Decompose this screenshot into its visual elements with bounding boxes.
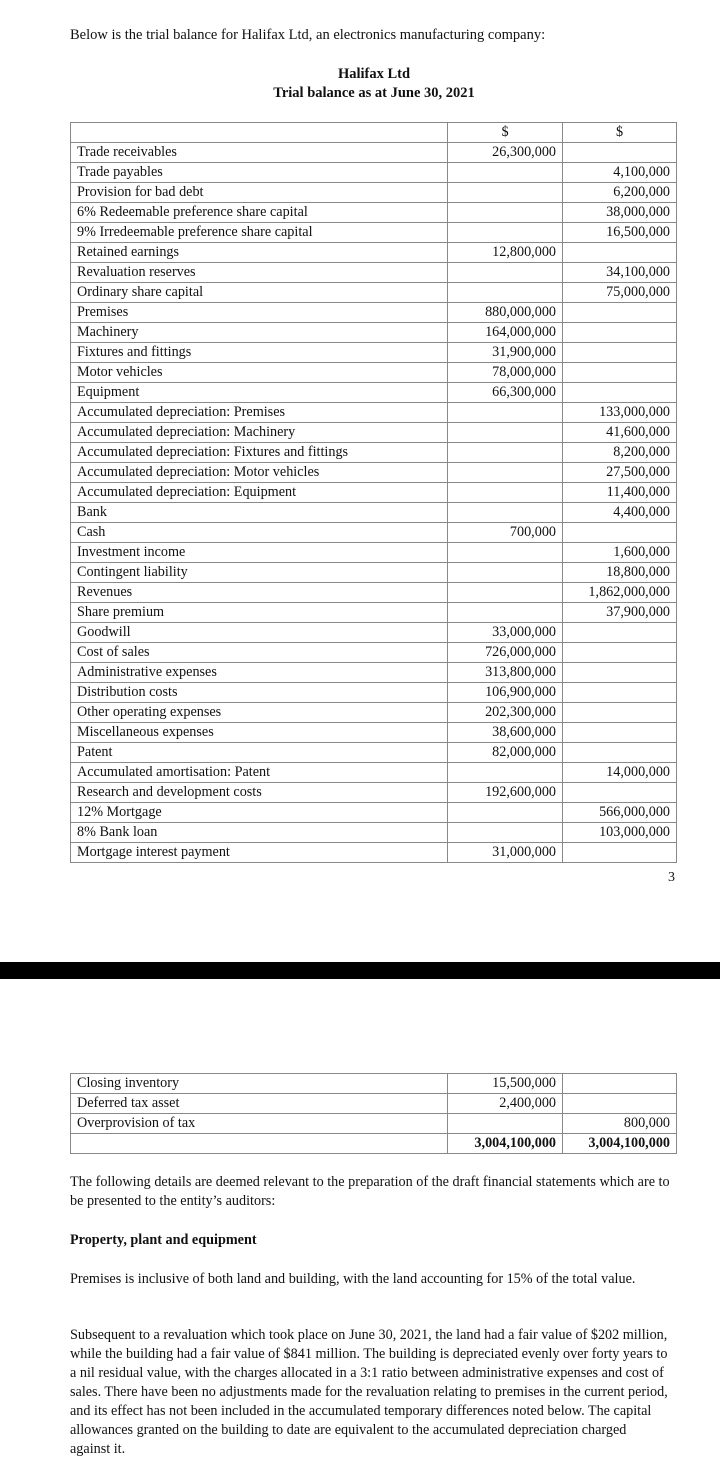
- credit-cell: 14,000,000: [563, 763, 677, 783]
- credit-cell: [563, 663, 677, 683]
- row-label: Equipment: [71, 383, 448, 403]
- credit-cell: 3,004,100,000: [563, 1134, 677, 1154]
- credit-cell: 6,200,000: [563, 183, 677, 203]
- credit-cell: [563, 783, 677, 803]
- row-label: Mortgage interest payment: [71, 843, 448, 863]
- totals-row: [71, 1134, 677, 1154]
- debit-cell: [448, 263, 563, 283]
- credit-cell: 27,500,000: [563, 463, 677, 483]
- table-row: [71, 543, 677, 563]
- table-row: [71, 663, 677, 683]
- row-label: Research and development costs: [71, 783, 448, 803]
- table-row: [71, 223, 677, 243]
- credit-cell: [563, 843, 677, 863]
- debit-cell: [448, 583, 563, 603]
- credit-cell: [563, 743, 677, 763]
- row-label: Accumulated amortisation: Patent: [71, 763, 448, 783]
- debit-cell: [448, 423, 563, 443]
- debit-cell: [448, 823, 563, 843]
- table-row: [71, 1114, 677, 1134]
- debit-cell: 31,000,000: [448, 843, 563, 863]
- table-row: [71, 803, 677, 823]
- table-row: [71, 523, 677, 543]
- credit-cell: [563, 243, 677, 263]
- page-divider: [0, 962, 720, 979]
- debit-cell: [448, 463, 563, 483]
- debit-cell: [448, 1114, 563, 1134]
- row-label: Goodwill: [71, 623, 448, 643]
- credit-cell: [563, 623, 677, 643]
- credit-cell: 1,862,000,000: [563, 583, 677, 603]
- row-label: Closing inventory: [71, 1074, 448, 1094]
- credit-cell: [563, 343, 677, 363]
- debit-cell: 880,000,000: [448, 303, 563, 323]
- row-label: Distribution costs: [71, 683, 448, 703]
- row-label: Retained earnings: [71, 243, 448, 263]
- table-row: [71, 323, 677, 343]
- credit-cell: 34,100,000: [563, 263, 677, 283]
- credit-cell: 103,000,000: [563, 823, 677, 843]
- row-label: Patent: [71, 743, 448, 763]
- table-row: [71, 483, 677, 503]
- table-row: [71, 243, 677, 263]
- trial-balance-subtitle: Trial balance as at June 30, 2021: [273, 85, 475, 101]
- debit-cell: [448, 803, 563, 823]
- credit-cell: [563, 683, 677, 703]
- table-row: [71, 843, 677, 863]
- header-cell-credit: $: [563, 123, 677, 143]
- table-row: [71, 143, 677, 163]
- credit-cell: 16,500,000: [563, 223, 677, 243]
- table-row: [71, 423, 677, 443]
- row-label: Ordinary share capital: [71, 283, 448, 303]
- table-row: [71, 763, 677, 783]
- trial-balance-table: [70, 122, 677, 863]
- row-label: Fixtures and fittings: [71, 343, 448, 363]
- table-row: [71, 403, 677, 423]
- row-label: Accumulated depreciation: Machinery: [71, 423, 448, 443]
- header-cell: [71, 123, 448, 143]
- debit-cell: [448, 163, 563, 183]
- debit-cell: [448, 183, 563, 203]
- row-label: 9% Irredeemable preference share capital: [71, 223, 448, 243]
- credit-cell: [563, 703, 677, 723]
- page-number: 3: [668, 870, 675, 885]
- row-label: Accumulated depreciation: Equipment: [71, 483, 448, 503]
- details-intro-paragraph: The following details are deemed relevant to the preparation of the draft financial statements which are to be presented to the entity’s auditors:: [70, 1174, 670, 1209]
- table-row: [71, 183, 677, 203]
- table-header-row: [71, 123, 677, 143]
- debit-cell: [448, 483, 563, 503]
- row-label: 12% Mortgage: [71, 803, 448, 823]
- debit-cell: 78,000,000: [448, 363, 563, 383]
- table-row: [71, 723, 677, 743]
- credit-cell: 37,900,000: [563, 603, 677, 623]
- row-label: Bank: [71, 503, 448, 523]
- row-label: Cash: [71, 523, 448, 543]
- table-row: [71, 363, 677, 383]
- row-label: Revenues: [71, 583, 448, 603]
- premises-paragraph: Premises is inclusive of both land and building, with the land accounting for 15% of the total value.: [70, 1271, 636, 1287]
- row-label: Overprovision of tax: [71, 1114, 448, 1134]
- debit-cell: 202,300,000: [448, 703, 563, 723]
- row-label: Machinery: [71, 323, 448, 343]
- row-label: Administrative expenses: [71, 663, 448, 683]
- table-row: [71, 683, 677, 703]
- credit-cell: 8,200,000: [563, 443, 677, 463]
- credit-cell: 75,000,000: [563, 283, 677, 303]
- row-label: 6% Redeemable preference share capital: [71, 203, 448, 223]
- debit-cell: 33,000,000: [448, 623, 563, 643]
- company-title: Halifax Ltd: [337, 66, 411, 82]
- row-label: Share premium: [71, 603, 448, 623]
- debit-cell: 3,004,100,000: [448, 1134, 563, 1154]
- credit-cell: [563, 1074, 677, 1094]
- debit-cell: [448, 763, 563, 783]
- row-label: Revaluation reserves: [71, 263, 448, 283]
- credit-cell: 1,600,000: [563, 543, 677, 563]
- row-label: Other operating expenses: [71, 703, 448, 723]
- row-label: Trade receivables: [71, 143, 448, 163]
- section-heading-ppe: Property, plant and equipment: [70, 1232, 257, 1248]
- credit-cell: [563, 143, 677, 163]
- row-label: Motor vehicles: [71, 363, 448, 383]
- debit-cell: [448, 223, 563, 243]
- table-row: [71, 583, 677, 603]
- table-row: [71, 603, 677, 623]
- table-row: [71, 203, 677, 223]
- table-row: [71, 823, 677, 843]
- table-row: [71, 443, 677, 463]
- row-label: Deferred tax asset: [71, 1094, 448, 1114]
- header-cell-debit: $: [448, 123, 563, 143]
- row-label: Investment income: [71, 543, 448, 563]
- table-row: [71, 563, 677, 583]
- debit-cell: [448, 283, 563, 303]
- debit-cell: 106,900,000: [448, 683, 563, 703]
- credit-cell: [563, 643, 677, 663]
- trial-balance-table-continued: [70, 1073, 677, 1154]
- row-label: Accumulated depreciation: Motor vehicles: [71, 463, 448, 483]
- table-row: [71, 383, 677, 403]
- table-row: [71, 503, 677, 523]
- row-label: [71, 1134, 448, 1154]
- row-label: Provision for bad debt: [71, 183, 448, 203]
- debit-cell: 164,000,000: [448, 323, 563, 343]
- debit-cell: 700,000: [448, 523, 563, 543]
- row-label: Trade payables: [71, 163, 448, 183]
- credit-cell: 41,600,000: [563, 423, 677, 443]
- table-row: [71, 1094, 677, 1114]
- debit-cell: 38,600,000: [448, 723, 563, 743]
- credit-cell: [563, 723, 677, 743]
- debit-cell: 2,400,000: [448, 1094, 563, 1114]
- table-row: [71, 643, 677, 663]
- debit-cell: 82,000,000: [448, 743, 563, 763]
- debit-cell: 26,300,000: [448, 143, 563, 163]
- credit-cell: 133,000,000: [563, 403, 677, 423]
- debit-cell: 726,000,000: [448, 643, 563, 663]
- row-label: Cost of sales: [71, 643, 448, 663]
- credit-cell: 38,000,000: [563, 203, 677, 223]
- row-label: Accumulated depreciation: Premises: [71, 403, 448, 423]
- debit-cell: [448, 403, 563, 423]
- debit-cell: 12,800,000: [448, 243, 563, 263]
- row-label: Accumulated depreciation: Fixtures and fittings: [71, 443, 448, 463]
- row-label: 8% Bank loan: [71, 823, 448, 843]
- credit-cell: [563, 523, 677, 543]
- debit-cell: 66,300,000: [448, 383, 563, 403]
- row-label: Contingent liability: [71, 563, 448, 583]
- debit-cell: [448, 543, 563, 563]
- table-row: [71, 303, 677, 323]
- revaluation-paragraph: Subsequent to a revaluation which took place on June 30, 2021, the land had a fair value of $202 million, while the building had a fair value of $841 million. The building is depreciated evenly over forty years to a nil residual value, with the charges allocated in a 3:1 ratio between administrative expenses and cost of sales. There have been no adjustments made for the revaluation relating to premises in the current period, and its effect has not been included in the accumulated temporary differences noted below. The capital allowances granted on the building to date are equivalent to the accumulated depreciation charged against it.: [70, 1327, 668, 1457]
- row-label: Miscellaneous expenses: [71, 723, 448, 743]
- table-row: [71, 623, 677, 643]
- table-row: [71, 163, 677, 183]
- debit-cell: 192,600,000: [448, 783, 563, 803]
- table-row: [71, 743, 677, 763]
- credit-cell: 566,000,000: [563, 803, 677, 823]
- debit-cell: [448, 603, 563, 623]
- table-row: [71, 463, 677, 483]
- table-row: [71, 783, 677, 803]
- table-row: [71, 703, 677, 723]
- credit-cell: [563, 303, 677, 323]
- table-row: [71, 283, 677, 303]
- debit-cell: 31,900,000: [448, 343, 563, 363]
- table-row: [71, 343, 677, 363]
- credit-cell: 11,400,000: [563, 483, 677, 503]
- credit-cell: [563, 363, 677, 383]
- debit-cell: [448, 203, 563, 223]
- debit-cell: [448, 503, 563, 523]
- credit-cell: 4,400,000: [563, 503, 677, 523]
- debit-cell: [448, 443, 563, 463]
- debit-cell: [448, 563, 563, 583]
- table-row: [71, 1074, 677, 1094]
- credit-cell: [563, 323, 677, 343]
- intro-text: Below is the trial balance for Halifax Ltd, an electronics manufacturing company:: [70, 27, 546, 43]
- credit-cell: [563, 1094, 677, 1114]
- debit-cell: 15,500,000: [448, 1074, 563, 1094]
- credit-cell: [563, 383, 677, 403]
- row-label: Premises: [71, 303, 448, 323]
- credit-cell: 18,800,000: [563, 563, 677, 583]
- table-row: [71, 263, 677, 283]
- debit-cell: 313,800,000: [448, 663, 563, 683]
- credit-cell: 800,000: [563, 1114, 677, 1134]
- credit-cell: 4,100,000: [563, 163, 677, 183]
